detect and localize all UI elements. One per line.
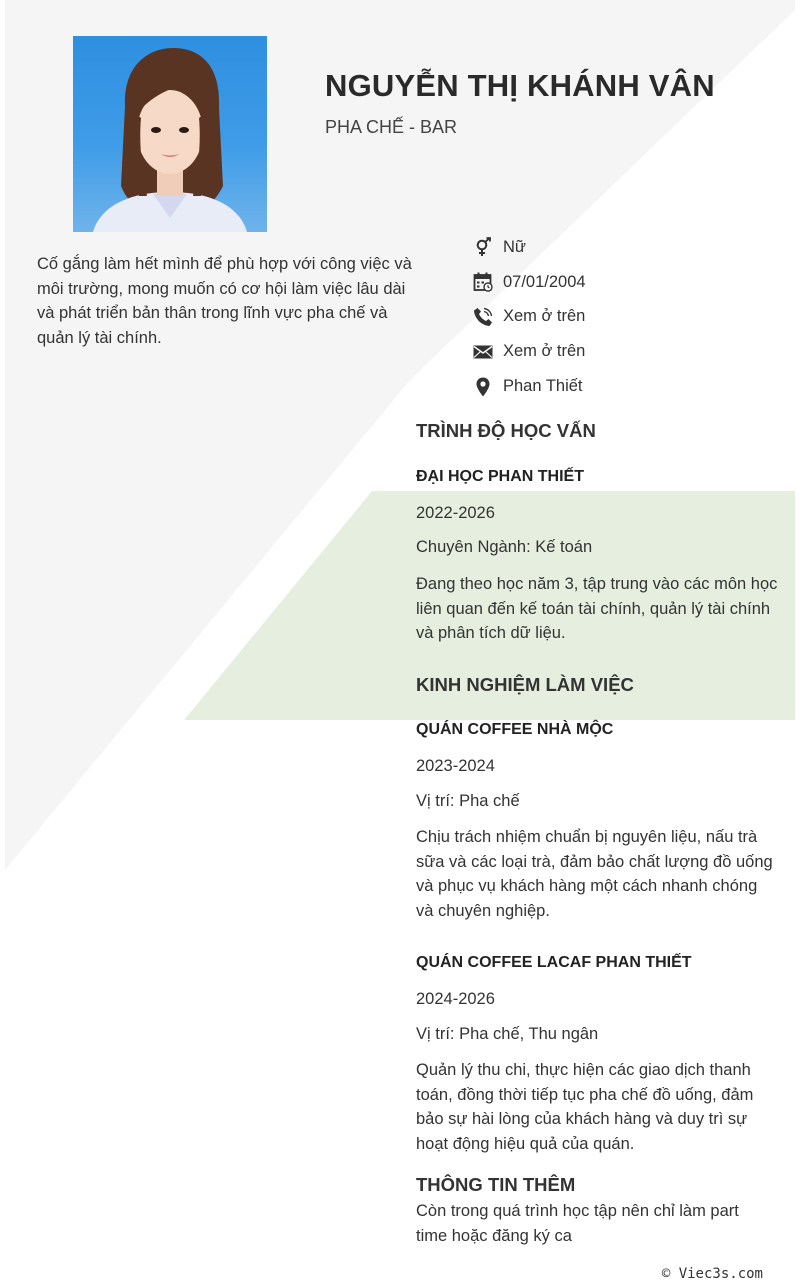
job-title: PHA CHẾ - BAR [325, 117, 458, 137]
contact-gender [472, 230, 586, 265]
job-2-position: Vị trí: Pha chế, Thu ngân [416, 1025, 599, 1043]
education-major: Chuyên Ngành: Kế toán [416, 538, 593, 556]
contact-address [472, 369, 586, 404]
education-section-title: TRÌNH ĐỘ HỌC VẤN [416, 420, 596, 441]
contact-list [472, 230, 586, 404]
contact-email [472, 334, 586, 369]
education-period: 2022-2026 [416, 504, 495, 522]
calendar-icon [472, 271, 494, 293]
experience-section-title: KINH NGHIỆM LÀM VIỆC [416, 674, 634, 695]
additional-section-title: THÔNG TIN THÊM [416, 1174, 576, 1195]
job-1-position: Vị trí: Pha chế [416, 792, 520, 810]
phone-icon [472, 306, 494, 328]
profile-photo [73, 36, 267, 232]
footer-watermark: © Viec3s.com [661, 1266, 763, 1282]
education-description: Đang theo học năm 3, tập trung vào các môn học liên quan đến kế toán tài chính, quản lý tài chính và phân tích dữ liệu. [416, 575, 778, 643]
job-1-description: Chịu trách nhiệm chuẩn bị nguyên liệu, nấu trà sữa và các loại trà, đảm bảo chất lượng đồ uống và phục vụ khách hàng một cách nhanh chóng và chuyên nghiệp. [416, 828, 773, 920]
education-school: ĐẠI HỌC PHAN THIẾT [416, 468, 584, 485]
job-1-company: QUÁN COFFEE NHÀ MỘC [416, 721, 614, 738]
additional-text: Còn trong quá trình học tập nên chỉ làm part time hoặc đăng ký ca [416, 1202, 739, 1245]
location-pin-icon [472, 376, 494, 398]
contact-birthday [472, 265, 586, 300]
email-value: Xem ở trên [503, 342, 586, 361]
gender-icon [472, 236, 494, 258]
contact-phone [472, 300, 586, 335]
birthday-value: 07/01/2004 [503, 272, 586, 291]
phone-value: Xem ở trên [503, 307, 586, 326]
job-2-description: Quản lý thu chi, thực hiện các giao dịch thanh toán, đồng thời tiếp tục pha chế đồ uống, đảm bảo sự hài lòng của khách hàng và duy trì sự hoạt động hiệu quả của quán. [416, 1061, 754, 1153]
gender-value: Nữ [503, 237, 526, 256]
career-objective: Cố gắng làm hết mình để phù hợp với công việc và môi trường, mong muốn có cơ hội làm việc lâu dài và phát triển bản thân trong lĩnh vực pha chế và quản lý tài chính. [37, 255, 412, 348]
job-2-period: 2024-2026 [416, 990, 495, 1008]
job-1-period: 2023-2024 [416, 757, 495, 775]
mail-icon [472, 341, 494, 363]
address-value: Phan Thiết [503, 377, 583, 396]
job-2-company: QUÁN COFFEE LACAF PHAN THIẾT [416, 954, 692, 971]
candidate-name: NGUYỄN THỊ KHÁNH VÂN [325, 68, 715, 103]
